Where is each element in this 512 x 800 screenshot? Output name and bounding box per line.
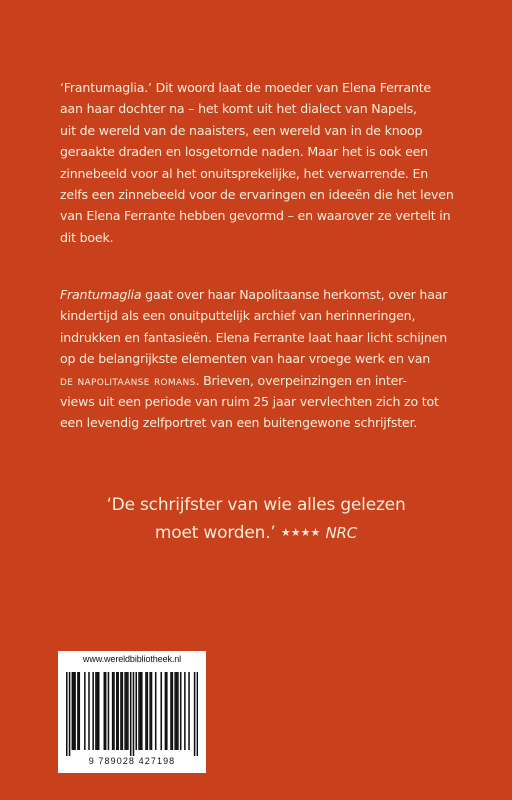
blurb-line: zelfs een zinnebeeld voor de ervaringen en ideeën die het leven <box>60 187 454 203</box>
barcode-bar <box>160 672 162 750</box>
barcode-bar <box>112 672 114 750</box>
blurb-text: gaat over haar Napolitaanse herkomst, over haar <box>141 287 448 302</box>
barcode-bar <box>74 672 76 750</box>
barcode-box <box>58 651 206 773</box>
blurb-text: . Brieven, overpeinzingen en inter- <box>195 372 407 388</box>
barcode-bar <box>140 672 142 750</box>
barcode-bar <box>138 672 140 750</box>
barcode-bar <box>149 672 151 750</box>
barcode-bar <box>174 672 176 750</box>
barcode-bar <box>66 672 68 756</box>
barcode-bar <box>84 672 86 750</box>
barcode-bar <box>117 672 119 750</box>
barcode-bar <box>170 672 172 750</box>
barcode-bar <box>124 672 126 750</box>
blurb-line: zinnebeeld voor al het onuitsprekelijke, het verwarrende. En <box>60 165 429 181</box>
barcode-bar <box>104 672 106 750</box>
barcode-bar <box>133 672 135 756</box>
isbn-number: 9 789028 427198 <box>88 756 176 766</box>
blurb-line <box>60 284 460 305</box>
barcode-bar <box>79 672 81 750</box>
blurb-paragraph-2 <box>60 284 460 434</box>
quote-line: ‘De schrijfster van wie alles gelezen <box>106 495 406 515</box>
barcode-bar <box>130 672 132 756</box>
barcode-bar <box>166 672 168 750</box>
barcode-bar <box>122 672 124 750</box>
barcode-bar <box>95 672 97 750</box>
blurb-line: geraakte draden en losgetornde naden. Maar het is ook een <box>60 144 428 160</box>
blurb-line: aan haar dochter na – het komt uit het dialect van Napels, <box>60 101 417 117</box>
press-quote <box>40 491 472 549</box>
barcode-icon <box>66 672 198 756</box>
barcode-bar <box>77 672 79 750</box>
blurb-line: views uit een periode van ruim 25 jaar vervlechten zich zo tot <box>60 394 439 410</box>
barcode-bar <box>127 672 129 750</box>
blurb-line: kindertijd als een onuitputtelijk archief van herinneringen, <box>60 308 416 324</box>
blurb-line: op de belangrijkste elementen van haar vroege werk en van <box>60 351 431 367</box>
barcode-bar <box>69 672 71 756</box>
barcode-bar <box>97 672 99 750</box>
barcode-bar <box>73 672 75 750</box>
barcode-bar <box>88 672 90 750</box>
barcode-bar <box>184 672 186 750</box>
barcode-bar <box>177 672 179 750</box>
book-title-italic: Frantumaglia <box>60 287 142 302</box>
blurb-line: een levendig zelfportret van een buitengewone schrijfster. <box>60 415 418 431</box>
barcode-bar <box>197 672 198 756</box>
barcode-bar <box>147 672 149 750</box>
blurb-line: uit de wereld van de naaisters, een wereld van in de knoop <box>60 122 423 138</box>
barcode-bar <box>172 672 174 750</box>
barcode-bar <box>176 672 178 750</box>
blurb-line: ‘Frantumaglia.’ Dit woord laat de moeder van Elena Ferrante <box>60 80 431 95</box>
barcode-bar <box>92 672 94 750</box>
barcode-bar <box>126 672 128 750</box>
quote-line <box>40 519 472 549</box>
barcode-bar <box>98 672 100 750</box>
barcode-bar <box>108 672 110 750</box>
barcode-bar <box>165 672 167 750</box>
blurb-line: dit boek. <box>60 229 114 245</box>
publisher-url: www.wereldbibliotheek.nl <box>82 654 182 664</box>
barcode-bar <box>155 672 157 750</box>
barcode-bar <box>151 672 153 750</box>
barcode-bar <box>116 672 118 750</box>
barcode-bar <box>141 672 143 750</box>
barcode-bar <box>180 672 182 750</box>
blurb-line: van Elena Ferrante hebben gevormd – en waarover ze vertelt in <box>60 208 451 224</box>
quote-text: moet worden.’ <box>154 523 276 543</box>
blurb-line <box>60 370 460 391</box>
barcode-bar <box>135 672 137 750</box>
blurb-line: indrukken en fantasieën. Elena Ferrante laat haar licht schijnen <box>60 329 447 345</box>
barcode-bar <box>105 672 107 750</box>
barcode-bar <box>194 672 196 756</box>
barcode-bar <box>145 672 147 750</box>
quote-source: NRC <box>325 524 358 542</box>
barcode-bar <box>120 672 122 750</box>
series-name-smallcaps: de napolitaanse romans <box>60 372 196 388</box>
blurb-paragraph-1 <box>60 77 460 248</box>
barcode-bar <box>72 672 74 750</box>
rating-stars-icon: ★★★★ <box>280 526 321 539</box>
barcode-bar <box>113 672 115 750</box>
barcode-bar <box>188 672 190 750</box>
